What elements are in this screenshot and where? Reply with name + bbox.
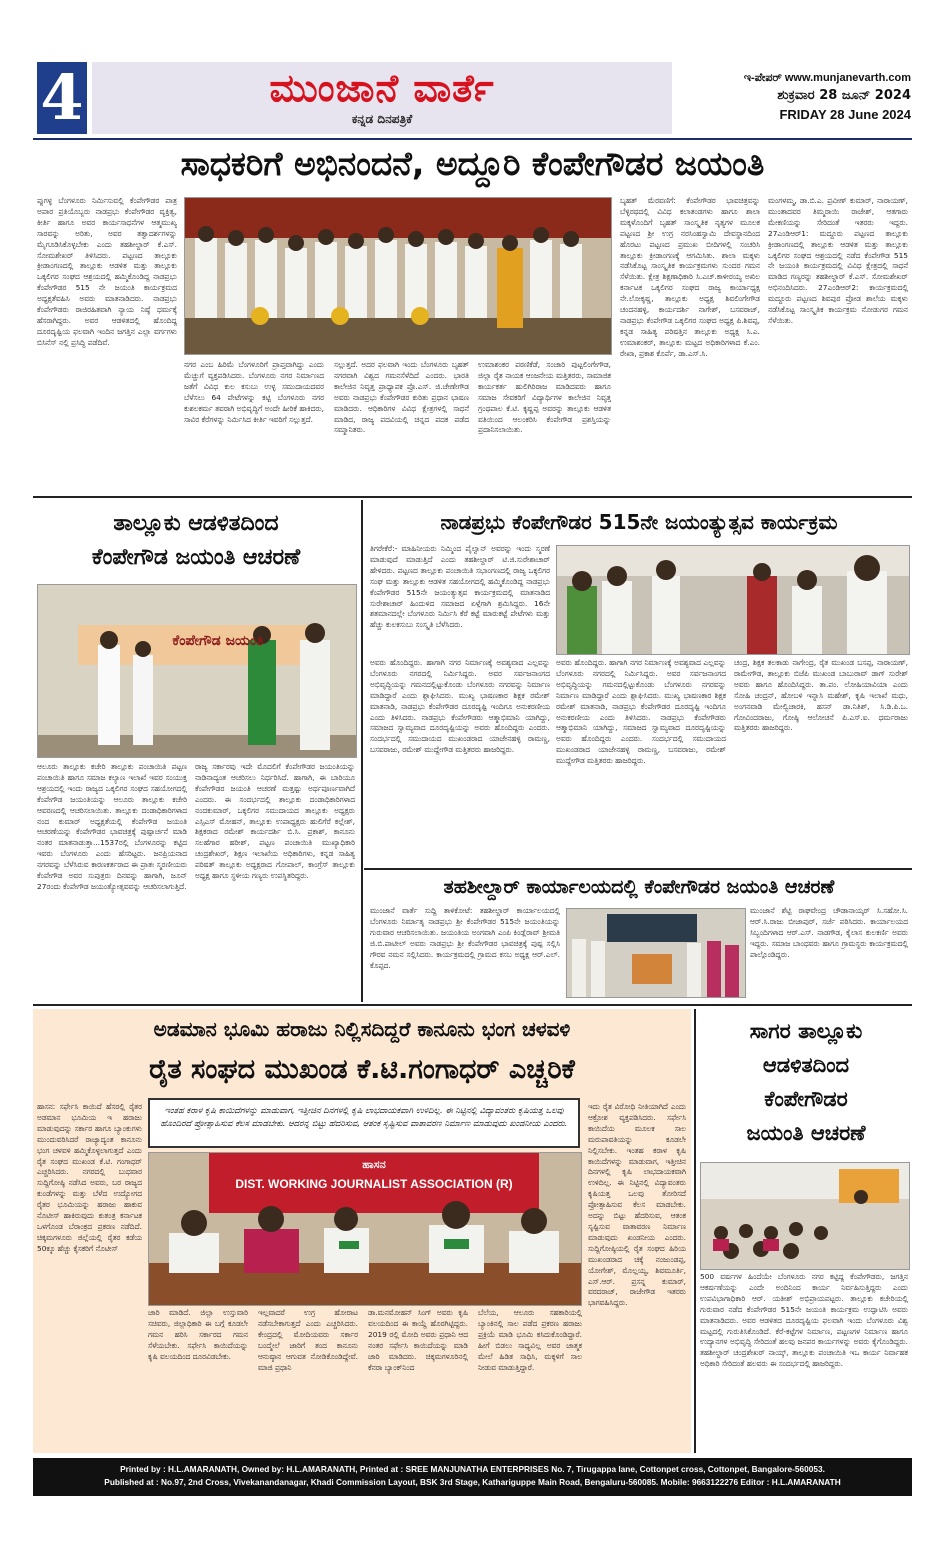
story4-headline: ತಹಶೀಲ್ದಾರ್ ಕಾರ್ಯಾಲಯದಲ್ಲಿ ಕೆಂಪೇಗೌಡರ ಜಯಂತಿ ಆಚರಣೆ [443, 876, 835, 898]
story1-below2: ಸಲ್ಲುತ್ತದೆ. ಅದರ ಫಲವಾಗಿ ಇಂದು ಬೆಂಗಳೂರು ಬೃಹತ್ ನಗರವಾಗಿ ವಿಶ್ವದ ಗಮನಸೆಳೆದಿದೆ ಎಂದರು. ಭಾರತಿ ಕಾಲೇಜಿನ ನಿವೃತ್ತ ಪ್ರಾಧ್ಯಾಪಕ ಪ್ರೊ.ಎಸ್. ಜಿ.ಚೇಣೇಗೌಡ ಅವರು ನಾಡಪ್ರಭು ಕೆಂಪೇಗೌಡರ ಕುರಿತು ಪ್ರಧಾನ ಭಾಷಣ ಮಾಡಿದರು. ಆಧಿಕಾರಿಗಳ ವಿವಿಧ ಕ್ಷೇತ್ರಗಳಲ್ಲಿ ಸಾಧನೆ ಮಾಡಿದ, ರಾಜ್ಯ ಪದವಿಯಲ್ಲಿ ಚಿನ್ನದ ಪದಕ ಪಡೆದ ಸಮ್ಮಾನಿತರು. [334, 360, 469, 435]
story3-col2: ಚಂದ್ರ, ಶಿಕ್ಷಕ ತಲಕಾಡು ನಾಗೇಂದ್ರ, ರೈತ ಮುಖಂಡ ಬಸಪ್ಪ, ನಾರಾಯಣ್, ರಾಮೇಗೌಡ, ತಾಲ್ಲೂಕು ಬಿಜೆಪಿ ಮುಖಂಡ ಬಾಬುರಾವ್ ಡಾಗ್ ಸುರೇಶ್ ಅವರು ಹಾಗೂ ಹೊಂದಿಸಿದ್ದರು. ತಾ.ಪಂ. ಲೋಹಿಯಾವಿಯಾ ಎಂದು ಸೋಹಿ ಚಂದ್ರನ್, ಹೋಬಳಿ ಇನ್ನಾಸಿ ಮಹೇಶ್, ಕೃಷಿ ಇಲಾಖೆ ಮಧು, ಅಂಗನವಾಡಿ ಮೇಲ್ವಿಚಾರಕಿ, ಹಸನ್ ಡಾ.ನಿತಿಶ್, ಸಿ.ಡಿ.ಪಿ.ಒ. ಗೋವಿಂದರಾಜು, ಗೋಷ್ಠಿ ಆಲೋಚನೆ ಪಿ.ಎಸ್.ಐ. ಧರ್ಮರಾಜು ಮತ್ತಿತರರು ಹಾಜರಿದ್ದರು. [734, 658, 908, 733]
story3-col-mid: ಅವರು ಹೊಂದಿದ್ದರು. ಹಾಗಾಗಿ ನಗರ ನಿರ್ಮಾಣಕ್ಕೆ ಅವಶ್ಯವಾದ ಎಲ್ಲವನ್ನು ಬೆಂಗಳೂರು ನಗರದಲ್ಲಿ ನಿರ್ಮಿಸಿದ್ದರು. ಅವರ ಸರ್ವಜನಾಂಗದ ಅಭಿವೃದ್ಧಿಯನ್ನು ಗಮನದಲ್ಲಿಟ್ಟುಕೊಂಡು ಬೆಂಗಳೂರು ನಗರವನ್ನು ನಿರ್ಮಾಣ ಮಾಡಿದ್ದಾರೆ ಎಂದು ಶ್ಲಾಘಿಸಿದರು. ಮುಖ್ಯ ಭಾಷಣಕಾರ ಶಿಕ್ಷಕ ರಮೇಶ್ ಮಾತನಾಡಿ, ನಾಡಪ್ರಭು ಕೆಂಪೇಗೌಡರ ದೂರದೃಷ್ಟಿ ಇಂದಿಗೂ ಅನುಕರಣೀಯ ಎಂದು ತಿಳಿಸಿದರು. ನಾಡಪ್ರಭು ಕೆಂಪೇಗೌಡರು ಆತ್ಮಾಭಿಮಾನಿ ಯಾಗಿದ್ದು, ಸಮಾಜದ ಸ್ವಾಮ್ಯವಾದ ದೂರದೃಷ್ಟಿಯನ್ನು ಅವರು ಹೊಂದಿದ್ದರು ಎಂದರು. ಸಂದರ್ಭದಲ್ಲಿ ಸಮುದಾಯದ ಮುಖಂಡರಾದ ಯಾಜೇನಹಳ್ಳಿ ರಾಮಣ್ಣ, ಬಸವರಾಜು, ರಮೇಶ್ ಮುದ್ದೇಗೌಡ ಮತ್ತಿತರರು ಹಾಜರಿದ್ದರು. [370, 658, 550, 755]
story5-pull-quote: ಇಂತಹ ಕರಾಳ ಕೃಷಿ ಕಾಯಿದೆಗಳನ್ನು ಮಾಡುವಾಗ, ಇತ್ತೀಚಿನ ದಿನಗಳಲ್ಲಿ ಕೃಷಿ ಲಾಭದಾಯಕವಾಗಿ ಉಳಿದಿಲ್ಲ. ಈ ನಿಟ್ಟಿನಲ್ಲಿ ವಿದ್ಯಾವಂತರು ಕೃಷಿಯತ್ತ ಒಲವು ಹೊಂದಿರದೆ ಪ್ರೋತ್ಸಾಹಿಸುವ ಕೆಲಸ ಮಾಡಬೇಕು. ಆದರನ್ನ ಬಿಟ್ಟು ಹೆದರಿಸುವ, ಆತಂಕ ಸೃಷ್ಟಿಸುವ ವಾತಾವರಣ ನಿರ್ಮಾಣ ಮಾಡುವುದು ಖಂಡನೀಯ ಎಂದರು. [148, 1098, 580, 1148]
story5-row2: ಇಲ್ಲವಾದರೆ ಉಗ್ರ ಹೋರಾಟ ನಡೆಸಬೇಕಾಗುತ್ತದೆ ಎಂದು ಎಚ್ಚರಿಸಿದರು. ಕೇಂದ್ರದಲ್ಲಿ ಮೋದಿಯವರು ಸರ್ಕಾರ ಬಂದ್ಮೇಲೆ ಜಾರಿಗೆ ತಂದ ಕಾನೂನು ಆನುಷ್ಠಾನ ಆಗುವತ ನೋಡಿಕೊಂಡಿದ್ದೇವೆ. ಮಾಜಿ ಪ್ರಧಾನಿ [258, 1308, 358, 1372]
story5-col1: ಹಾಸನ: ಸರ್ಫೇಸಿ ಕಾಯಿದೆ ಹೆಸರಲ್ಲಿ ರೈತರ ಅಡಮಾನ ಭೂಮಿಯ ಇ ಹರಾಜು ಮಾಡುವುದನ್ನು ಸರ್ಕಾರ ಹಾಗೂ ಬ್ಯಾಂಕುಗಳು ಮುಂದುವರಿಸಿದರೆ ರಾಜ್ಯಾದ್ಯಂತ ಕಾನೂನು ಭಂಗ ಚಳವಳಿ ಹಮ್ಮಿಕೊಳ್ಳಲಾಗುತ್ತದೆ ಎಂದು ರೈತ ಸಂಘದ ಮುಖಂಡ ಕೆ.ಟಿ. ಗಂಗಾಧರ್ ಎಚ್ಚರಿಸಿದರು. ನಗರದಲ್ಲಿ ಬುಧವಾರ ಸುದ್ದಿಗೋಷ್ಠಿ ನಡೆಸಿದ ಅವರು, ಬರ ರಾಜ್ಯದ ಕುಂಡೆಗಳನ್ನು ಮತ್ತು ಬೆಳೆದ ಉದ್ಯೋಗದ ರೈತರ ಭೂಮಿಯನ್ನು ಹರಾಜು ಹಾಕುವ ನೊಟೀಸ್ ಹಾಕಿರುವುದು ಕುತಂತ್ರ ಕರ್ನಾಟಕ ಒಳಗೊಂಡ ಬೆರಾಂಕ್ರದ ಪ್ರಕರಣ ನಡೆದಿದೆ. ಚಿಕ್ಕಮಗಳೂರು ಜಿಲ್ಲೆಯಲ್ಲಿ ರೈತರ ಕಡೆಯ 50ಕ್ಕೂ ಹೆಚ್ಚು ಕೈಸಕರಿಗೆ ನೊಟೀಸ್ [37, 1102, 142, 1253]
story1-col-right2: ಮಂಗಳಮ್ಮ, ಡಾ.ಬಿ.ಎ. ಪ್ರವೀಣ್ ಕುಮಾರ್, ನಾರಾಯಣ್, ಮುಂತಾದವರ ತಿಮ್ಮರಾಯಿ ರಾಜೇಶ್, ಆತಗಾರು ಮೇಕಣಿಯನ್ನು ಸೇರಿದಂತೆ ಇತರರು ಇದ್ದರು. 27ಎಂಡಿಆರ್1: ಮದ್ದೂರು ಪಟ್ಟಣದ ತಾಲ್ಲೂಕು ಕ್ರೀಡಾಂಗಣದಲ್ಲಿ ತಾಲ್ಲೂಕು ಆಡಳಿತ ಮತ್ತು ತಾಲ್ಲೂಕು ಒಕ್ಕಲಿಗರ ಸಂಘದ ಆಶ್ರಯದಲ್ಲಿ ನಡೆದ ಕೆಂಪೇಗೌಡ 515 ನೇ ಜಯಂತಿ ಕಾರ್ಯಕ್ರಮದಲ್ಲಿ ವಿವಿಧ ಕ್ಷೇತ್ರದಲ್ಲಿ ಸಾಧನೆ ಮಾಡಿದ ಗಣ್ಯರನ್ನು ತಹಶೀಲ್ದಾರ್ ಕೆ.ಎಸ್. ಸೋಮಶೇಖರ್ ಅಭಿನಂದಿಸಿದರು. 27ಎಂಡಿಆರ್2: ಕಾರ್ಯಕ್ರಮದಲ್ಲಿ ಮದ್ದೂರು ಪಟ್ಟಣದ ಶಿವಪುರ ಪ್ರೋಡ ಶಾಲೆಯ ಮಕ್ಕಳು ನಡೆಸಿಕೊಟ್ಟ ಸಾಂಸ್ಕೃತಿಕ ಕಾರ್ಯಕ್ರಮ ನೋಡುಗರ ಗಮನ ಸೆಳೆಯಿತು. [768, 196, 908, 325]
story2-photo [37, 584, 357, 758]
column-divider [361, 500, 363, 1002]
office-ceremony-photo [567, 909, 745, 997]
story3-col-top: ತಿಗರೇಕೆರೆ:- ಮಾಹಿನೀಯರು ನಿಮ್ಮಿಂದ ಪೈಲ್ವಾನ್ ಅವರನ್ನು ಇಂದು ಸ್ಮರಣೆ ಮಾಡುವುದೆ ಮಾಡುತ್ತಿದೆ ಎಂದು ತಹಶೀಲ್ದಾರ್ ಟಿ.ಜಿ.ಸುರೇಶಾಚಾರ್ ಹೇಳಿದರು. ಪಟ್ಟಣದ ತಾಲ್ಲೂಕು ಪಂಚಾಯಿತಿ ಸಭಾಂಗಣದಲ್ಲಿ ರಾಜ್ಯ ಒಕ್ಕಲಿಗರ ಸಂಘ ಮತ್ತು ತಾಲ್ಲೂಕು ಆಡಳಿತ ಸಹಯೋಗದಲ್ಲಿ ಹಮ್ಮಿಕೊಂಡಿದ್ದ ನಾಡಪ್ರಭು ಕೆಂಪೇಗೌಡರ 515ನೇ ಜಯಂತ್ಯುತ್ಸವ ಕಾರ್ಯಕ್ರಮದಲ್ಲಿ ಮಾತನಾಡಿದ ಸುರೇಶಾಚಾರ್ ಹಿಂದುಳಿದ ಸಮಾಜದ ಏಳ್ಗೆಗಾಗಿ ಶ್ರಮಿಸಿದ್ದರು. 16ನೇ ಶತಮಾನದಲ್ಲೇ ಬೆಂಗಳೂರು ನಿರ್ಮಿಸಿ ಕೆರೆ ಕಟ್ಟೆ ಮಾರುಕಟ್ಟೆ ಪೇಟೆಗಳು ಮತ್ತು ಹೆಚ್ಚು ಕುಲಕಸುಬು ಸಂಸ್ಕೃತಿ ಬೆಳೆಸಿದರು. [370, 544, 550, 630]
felicitation-photo [185, 198, 611, 354]
story3-headline: ನಾಡಪ್ರಭು ಕೆಂಪೇಗೌಡರ 515ನೇ ಜಯಂತ್ಯುತ್ಸವ ಕಾರ್ಯಕ್ರಮ [440, 510, 838, 534]
association-banner-line1: ಹಾಸನ [362, 1159, 386, 1171]
story5-row3: ಡಾ.ಮನಮೋಹನ್ ಸಿಂಗ್ ಅವರು ಕೃಷಿ ವಲಯದಿಂದ ಈ ಕಾಯ್ದೆ ಹೊರಗಿಟ್ಟಿದ್ದರು. 2019 ರಲ್ಲಿ ಮೋದಿ ಅವರು ಪ್ರಧಾನಿ ಆದ ನಂತರ ಸರ್ಫೇಸಿ ಕಾಯಿದೆಯನ್ನು ಮಾಡಿ ಜಾರಿ ಮಾಡಿದರು. ಚಿಕ್ಕಮಗಳೂರಿನಲ್ಲಿ ಕೆನರಾ ಬ್ಯಾಂಕ್‌ನಿಂದ [368, 1308, 468, 1372]
jayanti-stage-photo [38, 585, 356, 757]
story3-col1: ಅವರು ಹೊಂದಿದ್ದರು. ಹಾಗಾಗಿ ನಗರ ನಿರ್ಮಾಣಕ್ಕೆ ಅವಶ್ಯವಾದ ಎಲ್ಲವನ್ನು ಬೆಂಗಳೂರು ನಗರದಲ್ಲಿ ನಿರ್ಮಿಸಿದ್ದರು. ಅವರ ಸರ್ವಜನಾಂಗದ ಅಭಿವೃದ್ಧಿಯನ್ನು ಗಮನದಲ್ಲಿಟ್ಟುಕೊಂಡು ಬೆಂಗಳೂರು ನಗರವನ್ನು ನಿರ್ಮಾಣ ಮಾಡಿದ್ದಾರೆ ಎಂದು ಶ್ಲಾಘಿಸಿದರು. ಮುಖ್ಯ ಭಾಷಣಕಾರ ಶಿಕ್ಷಕ ರಮೇಶ್ ಮಾತನಾಡಿ, ನಾಡಪ್ರಭು ಕೆಂಪೇಗೌಡರ ದೂರದೃಷ್ಟಿ ಇಂದಿಗೂ ಅನುಕರಣೀಯ ಎಂದು ತಿಳಿಸಿದರು. ನಾಡಪ್ರಭು ಕೆಂಪೇಗೌಡರು ಆತ್ಮಾಭಿಮಾನಿ ಯಾಗಿದ್ದು, ಸಮಾಜದ ಸ್ವಾಮ್ಯವಾದ ದೂರದೃಷ್ಟಿಯನ್ನು ಅವರು ಹೊಂದಿದ್ದರು ಎಂದರು. ಸಂದರ್ಭದಲ್ಲಿ ಸಮುದಾಯದ ಮುಖಂಡರಾದ ಯಾಜೇನಹಳ್ಳಿ ರಾಮಣ್ಣ, ಬಸವರಾಜು, ರಮೇಶ್ ಮುದ್ದೇಗೌಡ ಮತ್ತಿತರರು ಹಾಜರಿದ್ದರು. [556, 658, 726, 766]
story5-row4: ಬೆಲೆಯ, ಆಲೂರು ಸಹಕಾರಿಯಲ್ಲಿ ಬ್ಯಾಂಕಿನಲ್ಲಿ ಸಾಲ ಪಡೆದ ಪ್ರಕರಣ ಹರಾಜು ಪ್ರಕ್ರಿಯೆ ಮಾಡಿ ಭೂಮಿ ಕಸಿದುಕೊಂಡಿದ್ದಾರೆ. ಹೀಗೆ ಬಿಡಲು ಸಾಧ್ಯವಿಲ್ಲ ಅವರ ಜಾತ್ಮಕ ಮೇಲೆ ಹಿಡಿತ ಸಾಧಿಸಿ, ಮಕ್ಕಳಿಗೆ ಸಾಲ ನೀಡುವ ಮಾಡುತ್ತಿದ್ದಾರೆ. [478, 1308, 582, 1372]
masthead-rule [33, 138, 912, 140]
story2-col1: ಆಲೂರು ತಾಲ್ಲೂಕು ಕಚೇರಿ ತಾಲ್ಲೂಕು ಪಂಚಾಯಿತಿ ಪಟ್ಟಣ ಪಂಚಾಯಿತಿ ಹಾಗೂ ಸಮಾಜ ಕಲ್ಯಾಣ ಇಲಾಖೆ ಇವರ ಸಂಯುಕ್ತ ಆಶ್ರಯದಲ್ಲಿ ಇಂದು ರಾಜ್ಯದ ಒಕ್ಕಲಿಗರ ಸಂಘದ ಸಹಯೋಗದಲ್ಲಿ ಕೆಂಪೇಗೌಡ ಜಯಂತಿಯನ್ನು ಆಲೂರು ತಾಲ್ಲೂಕು ಕಚೇರಿ ಆವರಣದಲ್ಲಿ ಆಚರಿಸಲಾಯಿತು. ತಾಲ್ಲೂಕು ದಂಡಾಧಿಕಾರಿಗಳಾದ ನಂದ ಕುಮಾರ್ ಅಧ್ಯಕ್ಷತೆಯಲ್ಲಿ ಕೆಂಪೇಗೌಡ ಜಯಂತಿ ಆಚರಣೆಯನ್ನು ಕೆಂಪೇಗೌಡರ ಭಾವಚಿತ್ರಕ್ಕೆ ಪುಷ್ಪಾರ್ಚನೆ ಮಾಡಿ ನಂತರ ಮಾತನಾಡುತ್ತಾ...1537ರಲ್ಲಿ ಬೆಂಗಳೂರನ್ನು ಕಟ್ಟಿದ ಇವರು ಬೆಂಗಳೂರು ಎಂದು ಹೆಸರಿಟ್ಟರು. ಜನಪ್ರಿಯನಾದ ನಗರವನ್ನು ಬೆಳೆಸಿರುವ ಕಾರಣಕರ್ತರಾದ ಈ ಪ್ರಾತಃ ಸ್ಮರಣೀಯರು ಕೆಂಪೇಗೌಡ ಅವರ ಸುಪುತ್ರರು ದಿನವನ್ನು ಹಾಗಾಗಿ, ಜೂನ್ 27ರಂದು ಕೆಂಪೇಗೌಡ ಜಯಂತ್ಯೋತ್ಸವವನ್ನು ಆಚರಿಸಲಾಗುತ್ತಿದೆ. [37, 762, 187, 891]
stage-banner-text: ಕೆಂಪೇಗೌಡ ಜಯಂತಿ [172, 633, 264, 649]
story1-headline: ಸಾಧಕರಿಗೆ ಅಭಿನಂದನೆ, ಅದ್ದೂರಿ ಕೆಂಪೇಗೌಡರ ಜಯಂತಿ [180, 144, 765, 183]
imprint-line2: Published at : No.97, 2nd Cross, Vivekanandanagar, Khadi Commission Layout, BSK 3rd Stage, Kathariguppe Main Road, Bengaluru-560085. Mobile: 9663122276 Editor : H.L.AMARANATH [104, 1477, 841, 1487]
story6-headline-line2: ಆಡಳಿತದಿಂದ [762, 1053, 850, 1077]
story4-col1: ಮುಂಜಾನೆ ವಾರ್ತೆ ಸುದ್ದಿ ತಾಳಿಕೋಟೆ: ತಹಶೀಲ್ದಾರ್ ಕಾರ್ಯಾಲಯದಲ್ಲಿ ಬೆಂಗಳೂರು ನಿರ್ಮಾತೃ ನಾಡಪ್ರಭು ಶ್ರೀ ಕೆಂಪೇಗೌಡರ 515ನೇ ಜಯಂತಿಯನ್ನು ಗುರುವಾರ ಆಚರಿಸಲಾಯಿತು. ಜಯಂತಿಯ ಅಂಗವಾಗಿ ಎಂಪಿ ಕಿಂಡ್ಲೆರಾವ್ ಶ್ರೀಮತಿ ಜಿ.ಬಿ.ಪಾಟೀಲ್ ಅವರು ನಾಡಪ್ರಭು ಶ್ರೀ ಕೆಂಪೇಗೌಡರ ಭಾವಚಿತ್ರಕ್ಕೆ ಪುಷ್ಪ ಸಲ್ಲಿಸಿ ಗೌರವ ನಮನ ಸಲ್ಲಿಸಿದರು. ಕಾರ್ಯಕ್ರಮದಲ್ಲಿ ಗ್ರಾಮದ ಕಸಬ ಅಧ್ಯಕ್ಷ ಆರ್.ಎಲ್. ಕೊಪ್ಪದ. [370, 906, 560, 970]
story1-col-right1: ಬೃಹತ್ ಮೆರವಣಿಗೆ: ಕೆಂಪೇಗೌಡರ ಭಾವಚಿತ್ರವನ್ನು ಬೆಳ್ಳಿರಥದಲ್ಲಿ ವಿವಿಧ ಕಲಾತಂಡಗಳು ಹಾಗೂ ಶಾಲಾ ಮಕ್ಕಳೊಂದಿಗೆ ಬೃಹತ್ ಸಾಂಸ್ಕೃತಿಕ ನೃತ್ಯಗಳ ಮೂಲಕ ಪಟ್ಟಣದ ಶ್ರೀ ಉಗ್ರ ನರಸಿಂಹಸ್ವಾಮಿ ದೇವಸ್ಥಾನದಿಂದ ಹೊರಟು ಪಟ್ಟಣದ ಪ್ರಮುಖ ಬೀದಿಗಳಲ್ಲಿ ಸಂಚರಿಸಿ ತಾಲ್ಲೂಕು ಕ್ರೀಡಾಂಗಣಕ್ಕೆ ಆಗಮಿಸಿತು. ಶಾಲಾ ಮಕ್ಕಳು ನಡೆಸಿಕೊಟ್ಟ ಸಾಂಸ್ಕೃತಿಕ ಕಾರ್ಯಕ್ರಮಗಳು ಸುಂದರ ಗಮನ ಸೆಳೆಯಿತು. ಕ್ಷೇತ್ರ ಶಿಕ್ಷಣಾಧಿಕಾರಿ ಸಿ.ಎಚ್.ಕಾಳೀರಯ್ಯ ಅಖಿಲ ಕರ್ನಾಟಕ ಒಕ್ಕಲಿಗರ ಸಂಘದ ರಾಜ್ಯ ಕಾರ್ಯಾಧ್ಯಕ್ಷ ನೇ.ಲೋಕೃಷ್ಣ, ತಾಲ್ಲೂಕು ಅಧ್ಯಕ್ಷ ಶಿವಲಿಂಗೇಗೌಡ ಚಂದನಹಳ್ಳಿ, ಕಾರ್ಯದರ್ಶಿ ನಾಗೇಶ್, ಬಸವರಾಜ್, ನಾಡಪ್ರಭು ಕೆಂಪೇಗೌಡ ಒಕ್ಕಲಿಗರ ಸಂಘದ ಅಧ್ಯಕ್ಷ ಪಿ.ಶಿವಪ್ಪ, ಕನ್ನಡ ಸಾಹಿತ್ಯ ಪರಿಷತ್ತಿನ ತಾಲ್ಲೂಕು ಅಧ್ಯಕ್ಷ ಸಿ.ಎ. ಉಮಾಶಂಕರ್, ತಾಲ್ಲೂಕು ಮಟ್ಟದ ಅಧಿಕಾರಿಗಳಾದ ಕೆ.ಎಂ. ರೇಖಾ, ಪ್ರಕಾಶ ಕೊರ್ಪೆ, ಡಾ.ಎಸ್.ಸಿ. [620, 196, 760, 358]
divider [33, 496, 912, 498]
date-kannada: ಶುಕ್ರವಾರ 28 ಜೂನ್ 2024 [777, 88, 911, 103]
story2-headline-line2: ಕೆಂಪೇಗೌಡ ಜಯಂತಿ ಆಚರಣೆ [91, 545, 301, 570]
story6-photo [700, 1162, 910, 1270]
epaper-url[interactable]: ಇ-ಪೇಪರ್ www.munjanevarth.com [743, 72, 911, 84]
story6-headline-line3: ಕೆಂಪೇಗೌಡರ [764, 1087, 848, 1111]
story1-photo [184, 197, 612, 355]
date-english: FRIDAY 28 June 2024 [779, 107, 911, 122]
hall-audience-photo [701, 1163, 909, 1269]
story5-photo [148, 1152, 582, 1306]
story4-col2: ಮುಂಜಾನೆ ಶೆಟ್ಟಿ ರಾಘವೇಂದ್ರ ಚೌಡಾನಾಯ್ಕರ್ ಸಿ.ಸಹೋ.ಸಿ. ಆರ್.ಸಿ.ರಾಜು ಬೀಜಾಪುರ್, ಸರ್ಜೆ ಪಠಿಸಿದರು. ಕಾರ್ಯಾಲಯದ ಸಿಬ್ಬಂದಿಗಳಾದ ಆರ್.ಎಸ್. ನಾಡಗೌಡ, ಕೈಲಾಸ ಕುಲಕರ್ಣಿ ಅವರು ಇದ್ದರು. ಸಮಾಜ ಬಾಂಧವರು ಹಾಗೂ ಗ್ರಾಮಸ್ಥರು ಕಾರ್ಯಕ್ರಮದಲ್ಲಿ ಪಾಲ್ಗೊಂಡಿದ್ದರು. [750, 906, 908, 959]
story2-col2: ರಾಜ್ಯ ಸರ್ಕಾರವು ಇದೇ ಮೊದಲಿಗೆ ಕೆಂಪೇಗೌಡರ ಜಯಂತಿಯನ್ನು ನಾಡಿನಾದ್ಯಂತ ಆಚರಿಸಲು ನಿರ್ಧರಿಸಿದೆ. ಹಾಗಾಗಿ, ಈ ಬಾರಿಯೂ ಕೆಂಪೇಗೌಡರ ಜಯಂತಿ ಆಚರಣೆ ಮತ್ತಷ್ಟು ಅರ್ಥಪೂರ್ಣವಾಗಿದೆ ಎಂದರು. ಈ ಸಂದರ್ಭದಲ್ಲಿ ತಾಲ್ಲೂಕು ದಂಡಾಧಿಕಾರಿಗಳಾದ ನಂದಕುಮಾರ್, ಒಕ್ಕಲಿಗರ ಸಮುದಾಯದ ತಾಲ್ಲೂಕು ಅಧ್ಯಕ್ಷರು ಎಸ್ಸಿಎಸ್ ಮೋಹನ್, ತಾಲ್ಲೂಕು ಉಪಾಧ್ಯಕ್ಷರು ಹುಲಿಗೆರೆ ಕಲ್ಲೇಶ್, ಶಿಕ್ಷಕರಾದ ರಮೇಶ್ ಕಾರ್ಯದರ್ಶಿ ಬಿ.ಸಿ. ಪ್ರಕಾಶ್, ಕಾನೂನು ಸಲಹೆಗಾರ ಹರೀಶ್, ಪಟ್ಟಣ ಪಂಚಾಯಿತಿ ಮುಖ್ಯಾಧಿಕಾರಿ ಚಂದ್ರಶೇಖರ್, ಶಿಕ್ಷಣ ಇಲಾಖೆಯ ಅಧಿಕಾರಿಗಳು, ಕನ್ನಡ ಸಾಹಿತ್ಯ ಪರಿಷತ್ ತಾಲ್ಲೂಕು ಅಧ್ಯಕ್ಷರಾದ ಗೋಪಾಲ್, ಕಾಂಗ್ರೆಸ್ ತಾಲ್ಲೂಕು ಅಧ್ಯಕ್ಷ ಹಾಗೂ ಸ್ಥಳೀಯ ಗಣ್ಯರು ಉಪಸ್ಥಿತರಿದ್ದರು. [195, 762, 355, 881]
divider [364, 868, 912, 870]
newspaper-subtitle: ಕನ್ನಡ ದಿನಪತ್ರಿಕೆ [351, 112, 413, 126]
newspaper-title: ಮುಂಜಾನೆ ವಾರ್ತೆ [269, 66, 495, 110]
story6-headline-line4: ಜಯಂತಿ ಆಚರಣೆ [746, 1121, 866, 1145]
press-meet-photo [149, 1153, 581, 1305]
ceremony-photo [557, 546, 909, 654]
story2-headline-line1: ತಾಲ್ಲೂಕು ಆಡಳಿತದಿಂದ [113, 511, 279, 536]
column-divider [694, 1009, 696, 1453]
divider [33, 1004, 912, 1006]
story6-col: 500 ವರ್ಷಗಳ ಹಿಂದೆಯೇ ಬೆಂಗಳೂರು ನಗರ ಕಟ್ಟಿದ್ದ ಕೆಂಪೇಗೌಡರು, ಜಗತ್ತಿನ ಆಕರ್ಷಣೆಯನ್ನು ಎಂದೇ ಅಂದಿನಿಂದ ಕಾರ್ಯ ನಿರ್ವಹಿಸುತ್ತಿದ್ದರು ಎಂದು ಉಪವಿಭಾಗಾಧಿಕಾರಿ ಆರ್. ಯತೀಶ್ ಅಭಿಪ್ರಾಯಪಟ್ಟರು. ತಾಲ್ಲೂಕು ಕಚೇರಿಯಲ್ಲಿ ಗುರುವಾರ ನಡೆದ ಕೆಂಪೇಗೌಡರ 515ನೇ ಜಯಂತಿ ಕಾರ್ಯಕ್ರಮ ಉದ್ಘಾಟಿಸಿ ಅವರು ಮಾತನಾಡಿದರು. ಅವರ ಆಡಳಿತದ ದೂರದೃಷ್ಟಿಯ ಫಲವಾಗಿ ಇಂದು ಬೆಂಗಳೂರು ವಿಶ್ವ ಮಟ್ಟದಲ್ಲಿ ಗುರುತಿಸಿಕೊಂಡಿದೆ. ಕೆರೆ-ಕಟ್ಟೆಗಳ ನಿರ್ಮಾಣ, ಪಟ್ಟಣಗಳ ನಿರ್ಮಾಣ ಹಾಗೂ ಉದ್ಯಾನಗಳ ಅಭಿವೃದ್ಧಿ ಸೇರಿದಂತೆ ಹಲವು ಜನಪರ ಕಾರ್ಯಗಳನ್ನು ಅವರು ಕೈಗೊಂಡಿದ್ದರು. ತಹಶೀಲ್ದಾರ್ ಚಂದ್ರಶೇಖರ್ ನಾಯ್ಕ್, ತಾಲ್ಲೂಕು ಪಂಚಾಯಿತಿ ಇಒ ಕಾರ್ಯ ನಿರ್ವಾಹಕ ಅಧಿಕಾರಿ ಸೇರಿದಂತೆ ಹಲವರು ಈ ಸಂದರ್ಭದಲ್ಲಿ ಹಾಜರಿದ್ದರು. [700, 1272, 908, 1369]
page-number: 4 [37, 62, 87, 134]
imprint-footer [33, 1458, 912, 1496]
story1-col1: ಪ್ಪುಗಳ್ಳ ಬೆಂಗಳೂರು ನಿರ್ಮಿಸುವಲ್ಲಿ ಕೆಂಪೇಗೌಡರ ಪಾತ್ರ ಅಪಾರ ಪ್ರತಿಯೊಬ್ಬರು ನಾಡಪ್ರಭು ಕೆಂಪೇಗೌಡರ ವ್ಯಕ್ತಿತ್ವ, ಕೀರ್ತಿ ಹಾಗೂ ಅವರ ಕಾರ್ಯಸಾಧನೆಗಳ ಆತ್ಮಮುಖ್ಯ ಸಾರವನ್ನು ಅರಿತು, ಅವರ ತತ್ವಾದರ್ಶಗಳನ್ನು ಮೈಗೂಡಿಸಿಕೊಳ್ಳಬೇಕು ಎಂದು ತಹಶೀಲ್ದಾರ್ ಕೆ.ಎಸ್. ಸೋಮಶೇಖರ್ ತಿಳಿಸಿದರು. ಪಟ್ಟಣದ ತಾಲ್ಲೂಕು ಕ್ರೀಡಾಂಗಣದಲ್ಲಿ ತಾಲ್ಲೂಕು ಆಡಳಿತ ಮತ್ತು ತಾಲ್ಲೂಕು ಒಕ್ಕಲಿಗರ ಸಂಘದ ಆಶ್ರಯದಲ್ಲಿ ಹಮ್ಮಿಕೊಂಡಿದ್ದ ನಾಡಪ್ರಭು ಕೆಂಪೇಗೌಡರ 515 ನೇ ಜಯಂತಿ ಕಾರ್ಯಕ್ರಮದ ಅಧ್ಯಕ್ಷತೆವಹಿಸಿ ಅವರು ಮಾತನಾಡಿದರು. ನಾಡಪ್ರಭು ಕೆಂಪೇಗೌಡರು ರಾಜಿರಹಿತವಾಗಿ ನ್ಯಾಯ ನಿಷ್ಠೆ ಧರ್ಮಕ್ಕೆ ಹೆಸರಾಗಿದ್ದರು. ಅವರ ಆಡಳಿತದಲ್ಲಿ ಹೊಂದಿದ್ದ ದೂರದೃಷ್ಟಿಯ ಫಲವಾಗಿ ಇಂದಿನ ಜಗತ್ತಿನ ಎಲ್ಲಾ ವರ್ಗಗಳು ಬಿಸಿನೆಸ್ ನಲ್ಲಿ ಪ್ರಸಿದ್ಧಿ ಪಡೆದಿವೆ. [37, 196, 177, 347]
story6-headline-line1: ಸಾಗರ ತಾಲ್ಲೂಕು [749, 1019, 863, 1043]
story5-kicker: ಅಡಮಾನ ಭೂಮಿ ಹರಾಜು ನಿಲ್ಲಿಸದಿದ್ದರೆ ಕಾನೂನು ಭಂಗ ಚಳವಳಿ [153, 1017, 571, 1041]
story4-photo [566, 908, 746, 998]
masthead [92, 62, 672, 134]
imprint-line1: Printed by : H.L.AMARANATH, Owned by: H.L.AMARANATH, Printed at : SREE MANJUNATHA ENTERPRISES No. 7, Tirugappa lane, Cottonpet cross, Cottonpet, Bangalore-560053. [120, 1464, 825, 1474]
story3-photo [556, 545, 910, 655]
story5-col-right: ಇದು ರೈತ ವಿರೋಧಿ ನೀತಿಯಾಗಿದೆ ಎಂದು ಆಕ್ರೋಶ ವ್ಯಕ್ತಪಡಿಸಿದರು. ಸರ್ಫೇಸಿ ಕಾಯಿದೆಯ ಮೂಲಕ ಸಾಲ ಮರುಪಾವತಿಯನ್ನು ಕೂಡಲೇ ನಿಲ್ಲಿಸಬೇಕು. ಇಂತಹ ಕರಾಳ ಕೃಷಿ ಕಾಯಿದೆಗಳನ್ನು ಮಾಡುವಾಗ, ಇತ್ತೀಚಿನ ದಿನಗಳಲ್ಲಿ ಕೃಷಿ ಲಾಭದಾಯಕವಾಗಿ ಉಳಿದಿಲ್ಲ. ಈ ನಿಟ್ಟಿನಲ್ಲಿ ವಿದ್ಯಾವಂತರು ಕೃಷಿಯತ್ತ ಒಲವು ತೋರಿಸದೆ ಪ್ರೋತ್ಸಾಹಿಸುವ ಕೆಲಸ ಮಾಡಬೇಕು. ಅದನ್ನು ಬಿಟ್ಟು ಹೆದರಿಸುವ, ಆತಂಕ ಸೃಷ್ಟಿಸುವ ವಾತಾವರಣ ನಿರ್ಮಾಣ ಮಾಡುವುದು ಖಂಡನೀಯ ಎಂದರು. ಸುದ್ದಿಗೋಷ್ಠಿಯಲ್ಲಿ ರೈತ ಸಂಘದ ಹಿರಿಯ ಮುಖಂಡರಾದ ಚಿಕ್ಕೆ ನಂಜುಂಡಪ್ಪ, ಯೋಗೇಶ್, ಮೊಲ್ಲಯ್ಯ, ಶಿವಮೂರ್ತಿ, ಎಸ್.ಆರ್. ಪ್ರಸನ್ನ ಕುಮಾರ್, ವರದರಾಜ್, ರಾಜೇಗೌಡ ಇತರರು ಭಾಗವಹಿಸಿದ್ದರು. [588, 1102, 686, 1308]
association-banner-line2: DIST. WORKING JOURNALIST ASSOCIATION (R) [235, 1177, 513, 1191]
story1-below3: ಉಮಾಶಂಕರ ಪಠಣಿಕೆಡೆ, ಸಂಚಾರಿ ಪುಟ್ಟಲಿಂಗೇಗೌಡ, ಜಿಲ್ಲಾ ರೈತ ನಾಯಕ ಆಂಜನೇಯ ಮತ್ತಿತರರು, ಸಾಮಾಜಿಕ ಕಾರ್ಯಕರ್ತ ಹುಲಿಗಿರಿರಾಜ ಮಾಡಿದವರು ಹಾಗೂ ಸಮಾಜ ಸೇವಕರಿಗೆ ವಿದ್ಯಾರ್ಥಿಗಳ ಕಾಲೇಜಿನ ನಿವೃತ್ತ ಗ್ರಂಥಪಾಲ ಕೆ.ಟಿ. ಕೃಷ್ಣಪ್ಪ ಅವರನ್ನು ತಾಲ್ಲೂಕು ಆಡಳಿತ ವತಿಯಿಂದ ಆಲಂಕರಿಸಿ ಕೆಂಪೇಗೌಡ ಪ್ರಶಸ್ತಿಯನ್ನು ಪ್ರದಾನಿಸಲಾಯಿತು. [478, 360, 611, 435]
story5-headline: ರೈತ ಸಂಘದ ಮುಖಂಡ ಕೆ.ಟಿ.ಗಂಗಾಧರ್ ಎಚ್ಚರಿಕೆ [149, 1054, 575, 1085]
story5-row1: ಜಾರಿ ಮಾಡಿದೆ. ಜಿಲ್ಲಾ ಉಸ್ತುವಾರಿ ಸಚಿವರು, ಜಿಲ್ಲಾಧಿಕಾರಿ ಈ ಬಗ್ಗೆ ಕೂಡಲೇ ಗಮನ ಹರಿಸಿ ಸರ್ಕಾರದ ಗಮನ ಸೆಳೆಯಬೇಕು. ಸರ್ಫೇಸಿ ಕಾಯಿದೆಯನ್ನು ಕೃಷಿ ವಲಯದಿಂದ ದೂರವಿಡಬೇಕು. [148, 1308, 248, 1361]
story1-below1: ನಗರ ಎಂಬ ಹಿರಿಮೆ ಬೆಂಗಳೂರಿಗೆ ಪ್ರಾಪ್ತವಾಗಿದ್ದು ಎಂದು ಮೆಚ್ಚುಗೆ ವ್ಯಕ್ತಪಡಿಸಿದರು. ಬೆಂಗಳೂರು ನಗರ ನಿರ್ಮಾಣದ ಜತೆಗೆ ವಿವಿಧ ಕುಲ ಕಸುಬು ಉಳ್ಳ ಸಮುದಾಯದವರ ಬೆಳೆಸಲು 64 ಪೇಟೆಗಳನ್ನು ಕಟ್ಟಿ ಬೆಂಗಳೂರು ನಗರ ಕುಶಲಕರ್ಮ ತವರಾಗಿ ಅಭಿವೃದ್ಧಿಗೆ ಅಂದೇ ಹೀರಿಕೆ ಹಾಕಿದರು, ಸಾವಿರ ಕೆರೆಗಳನ್ನು ನಿರ್ಮಿಸಿದ ಕೀರ್ತಿ ಇವರಿಗೆ ಸಲ್ಲುತ್ತದೆ. [184, 360, 324, 424]
